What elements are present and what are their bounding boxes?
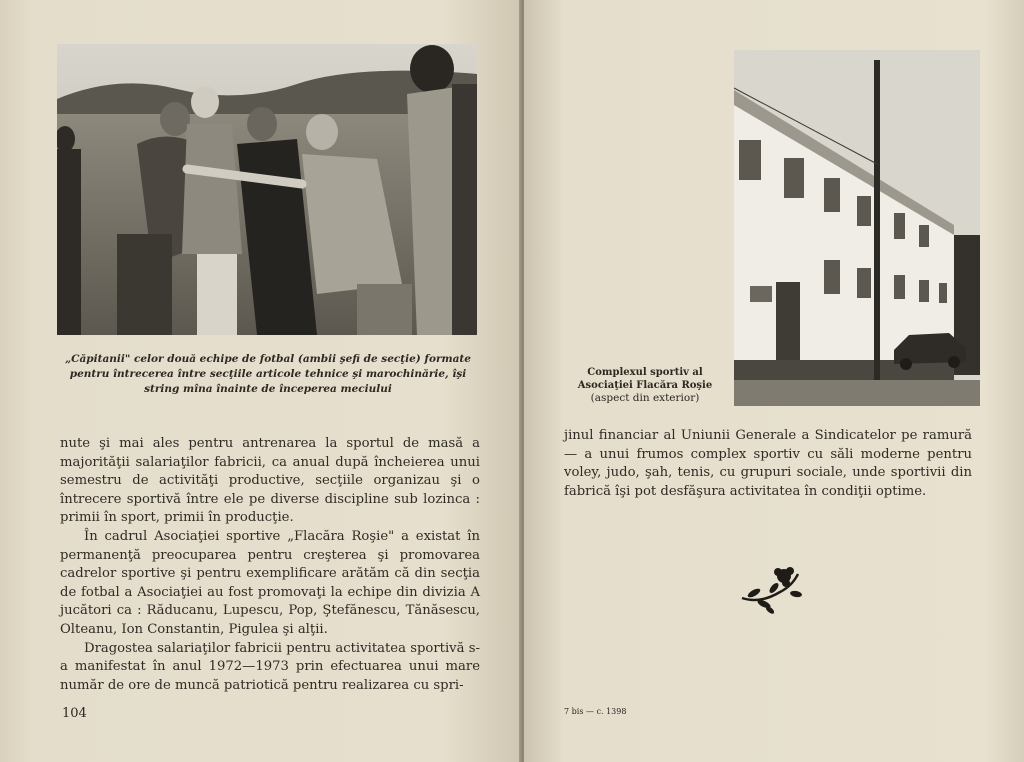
football-photo-illustration — [57, 44, 477, 335]
printer-signature: 7 bis — c. 1398 — [564, 707, 627, 716]
left-paragraph-3: Dragostea salariaţilor fabricii pentru activitatea sportivă s-a manifestat în anul 1972—1973 prin efectuarea unui mare număr de ore de muncă patriotică pentru realizarea cu spri- — [60, 640, 480, 693]
sports-complex-photo — [734, 50, 980, 406]
flower-ornament-icon — [740, 566, 806, 616]
football-captains-photo — [57, 44, 477, 335]
football-photo-caption: „Căpitanii" celor două echipe de fotbal (ambii şefi de secţie) formate pentru întrecerea între secţiile articole tehnice şi marochinărie, îşi string mîna înainte de începerea meciului — [65, 353, 471, 395]
left-paragraph-1: nute şi mai ales pentru antrenarea la sportul de masă a majorităţii salariaţilor fabricii, ca anual după încheierea unui semestru de activităţi productive, secţiile organizau şi o întrecere sportivă între ele pe diverse discipline sub lozinca : primii în sport, primii în producţie. — [60, 436, 480, 526]
caption-title-line-1: Complexul sportiv al — [587, 367, 703, 378]
right-paragraph-1: jinul financiar al Uniunii Generale a Sindicatelor pe ramură — a unui frumos complex sportiv cu săli moderne pentru voley, judo, şah, tenis, cu grupuri sociale, unde sportivii din fabrică îşi pot desfăşura activitatea în condiţii optime. — [564, 428, 972, 499]
sports-complex-illustration — [734, 50, 980, 406]
caption-title-line-2: Asociaţiei Flacăra Roşie — [577, 380, 713, 391]
right-body-text — [564, 427, 972, 501]
caption-subtitle: (aspect din exterior) — [590, 392, 700, 404]
sports-complex-caption — [552, 366, 738, 405]
left-paragraph-2: În cadrul Asociaţiei sportive „Flacăra Roşie" a existat în permanenţă preocuparea pentru creşterea şi promovarea cadrelor sportive şi pentru exemplificare arătăm că din secţia de fotbal a Asociaţiei au fost promovaţi la echipe din divizia A jucători ca : Răducanu, Lupescu, Pop, Ştefănescu, Tănăsescu, Olteanu, Ion Constantin, Pigulea şi alţii. — [60, 528, 480, 637]
left-page-number: 104 — [62, 706, 87, 721]
left-body-text — [60, 435, 480, 695]
right-page — [524, 0, 1024, 762]
